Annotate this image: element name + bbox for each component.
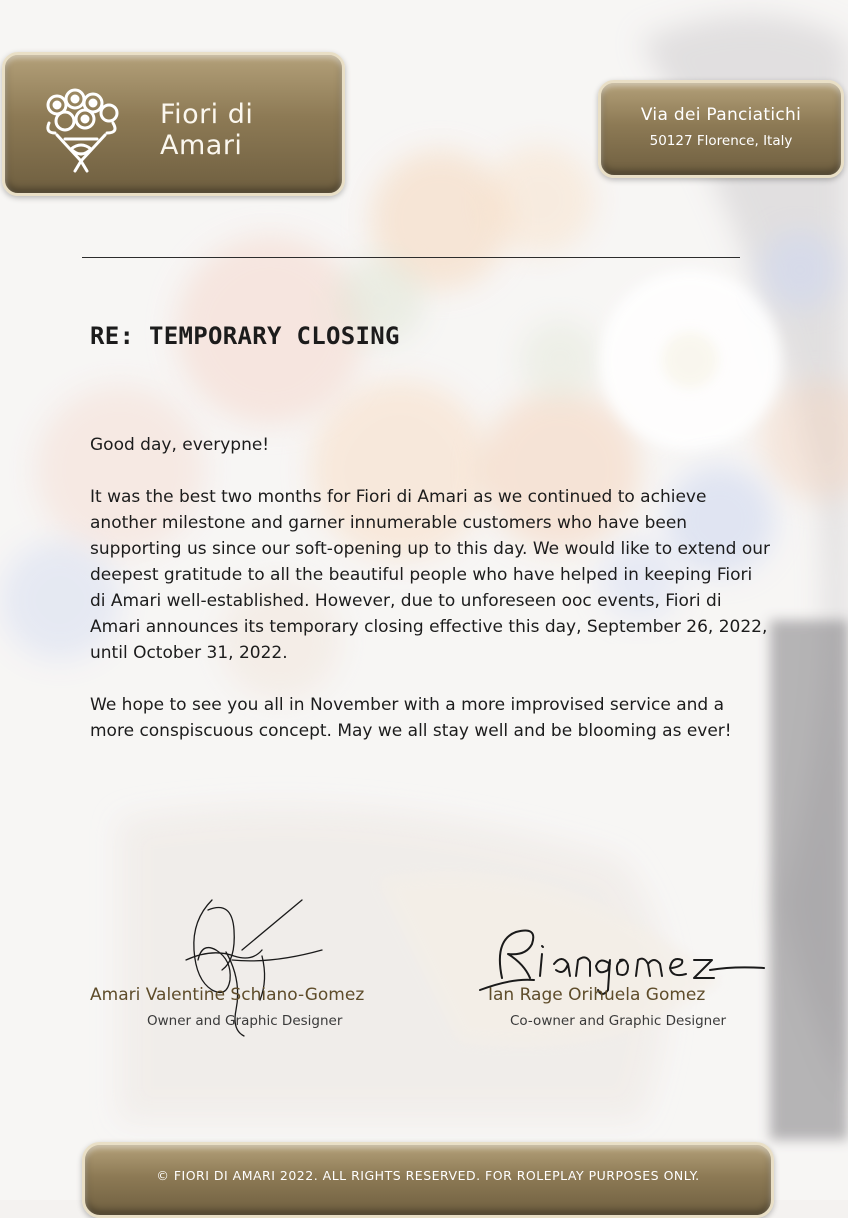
bouquet-icon	[35, 83, 127, 175]
letter-paragraph-1: It was the best two months for Fiori di Amari as we continued to achieve another milestone and garner innumerable customers who have been supporting us since our soft-opening up to this day. We would like to extend our deepest gratitude to all the beautiful people who have helped in keeping Fiori di Amari well-established. However, due to unforeseen ooc events, Fiori di Amari announces its temporary closing effective this day, September 26, 2022, until October 31, 2022.	[90, 487, 770, 663]
signature-2-role: Co-owner and Graphic Designer	[510, 1013, 727, 1029]
brand-name	[160, 99, 253, 161]
footer-copyright: © FIORI DI AMARI 2022. ALL RIGHTS RESERVED. FOR ROLEPLAY PURPOSES ONLY.	[156, 1168, 700, 1183]
letter-body	[90, 432, 770, 770]
brand-line-2: Amari	[160, 130, 243, 161]
header-divider	[82, 257, 740, 258]
address-street: Via dei Panciatichi	[640, 105, 802, 125]
address-city: 50127 Florence, Italy	[649, 133, 793, 149]
signature-1-name: Amari Valentine Schiano-Gomez	[90, 985, 365, 1005]
letter-subject: RE: TEMPORARY CLOSING	[90, 322, 400, 350]
letter-greeting: Good day, everypne!	[90, 435, 270, 455]
address-plaque	[598, 80, 844, 178]
brand-line-1: Fiori di	[160, 99, 254, 130]
signature-1-role: Owner and Graphic Designer	[147, 1013, 343, 1029]
logo-plaque	[2, 52, 345, 196]
signature-2-name: Ian Rage Orihuela Gomez	[488, 985, 706, 1005]
footer-plaque	[82, 1142, 774, 1218]
letter-paragraph-2: We hope to see you all in November with a more improvised service and a more conspiscuous concept. May we all stay well and be blooming as ever!	[90, 695, 732, 741]
